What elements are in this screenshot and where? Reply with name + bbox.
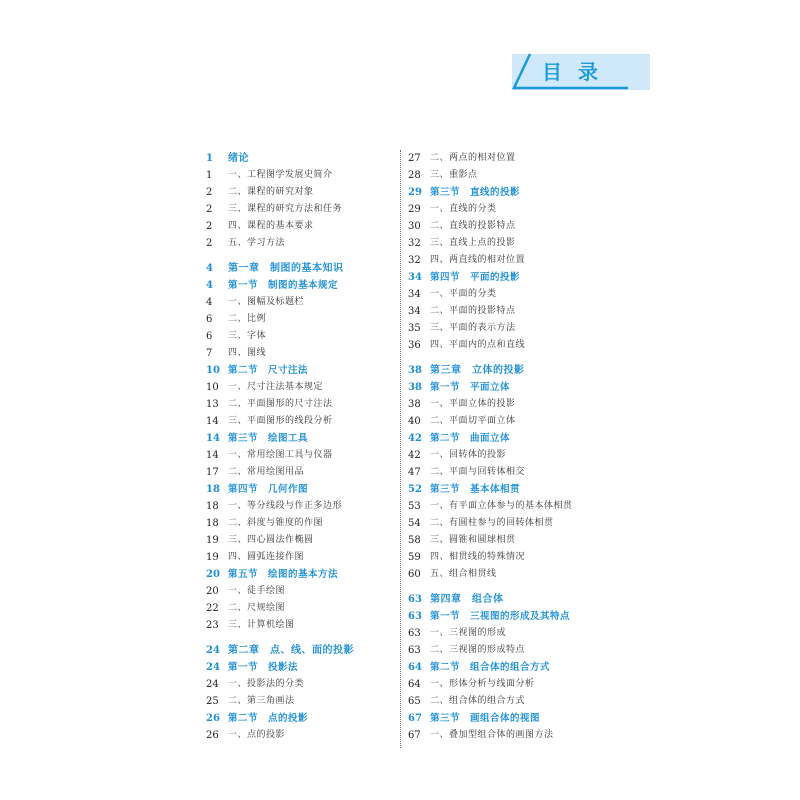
- toc-entry-title: 第二节 点的投影: [228, 713, 309, 724]
- toc-entry-title: 一、直线的分类: [430, 204, 497, 214]
- toc-entry-title: 一、点的投影: [228, 730, 286, 740]
- toc-entry-title: 一、平面立体的投影: [430, 399, 516, 409]
- toc-entry-item[interactable]: [206, 218, 396, 235]
- toc-page-number: 18: [206, 518, 219, 529]
- toc-entry-title: 一、形体分析与线面分析: [430, 679, 535, 689]
- toc-entry-section[interactable]: [206, 566, 396, 583]
- toc-entry-item[interactable]: [206, 464, 396, 481]
- toc-page-number: 27: [408, 153, 421, 164]
- toc-entry-item[interactable]: [408, 625, 608, 642]
- toc-entry-title: 五、学习方法: [228, 238, 286, 248]
- toc-entry-item[interactable]: [408, 286, 608, 303]
- toc-entry-title: 第二节 组合体的组合方式: [430, 662, 551, 673]
- toc-entry-section[interactable]: [408, 379, 608, 396]
- page-title: 目录: [542, 60, 614, 84]
- toc-entry-title: 三、直线上点的投影: [430, 238, 516, 248]
- toc-entry-title: 一、叠加型组合体的画图方法: [430, 730, 554, 740]
- toc-entry-item[interactable]: [206, 201, 396, 218]
- toc-page-number: 2: [206, 221, 213, 232]
- toc-entry-item[interactable]: [206, 294, 396, 311]
- toc-page-number: 26: [206, 713, 220, 724]
- toc-entry-section[interactable]: [206, 710, 396, 727]
- toc-entry-section[interactable]: [206, 362, 396, 379]
- toc-entry-title: 三、课程的研究方法和任务: [228, 204, 343, 214]
- toc-entry-title: 一、尺寸注法基本规定: [228, 382, 324, 392]
- toc-page-number: 38: [408, 382, 422, 393]
- toc-entry-item[interactable]: [206, 532, 396, 549]
- toc-page-number: 65: [408, 696, 421, 707]
- toc-entry-item[interactable]: [408, 235, 608, 252]
- toc-entry-title: 二、有圆柱参与的回转体相贯: [430, 518, 554, 528]
- toc-entry-title: 二、组合体的组合方式: [430, 696, 526, 706]
- toc-entry-item[interactable]: [206, 617, 396, 634]
- toc-entry-title: 三、平面的表示方法: [430, 323, 516, 333]
- toc-page-number: 34: [408, 289, 421, 300]
- toc-page-number: 17: [206, 467, 219, 478]
- toc-entry-item[interactable]: [408, 413, 608, 430]
- toc-entry-section[interactable]: [408, 710, 608, 727]
- toc-entry-title: 一、三视图的形成: [430, 628, 507, 638]
- toc-entry-title: 一、徒手绘图: [228, 586, 286, 596]
- toc-entry-item[interactable]: [408, 676, 608, 693]
- toc-entry-title: 二、斜度与锥度的作图: [228, 518, 324, 528]
- toc-page-number: 2: [206, 204, 213, 215]
- toc-entry-title: 四、图线: [228, 348, 267, 358]
- toc-page-number: 35: [408, 323, 421, 334]
- toc-page-number: 14: [206, 416, 219, 427]
- toc-page-number: 10: [206, 382, 219, 393]
- toc-page-number: 25: [206, 696, 219, 707]
- toc-entry-title: 二、平面的投影特点: [430, 306, 516, 316]
- toc-entry-chapter[interactable]: [408, 362, 608, 379]
- toc-page-number: 47: [408, 467, 421, 478]
- toc-page-number: 36: [408, 340, 421, 351]
- toc-entry-item[interactable]: [206, 498, 396, 515]
- toc-page-number: 63: [408, 645, 421, 656]
- toc-page-number: 14: [206, 433, 220, 444]
- toc-entry-title: 五、组合相贯线: [430, 569, 497, 579]
- toc-page-number: 59: [408, 552, 421, 563]
- toc-entry-title: 第二节 曲面立体: [430, 433, 511, 444]
- toc-page-number: 7: [206, 348, 213, 359]
- toc-gap: [206, 634, 396, 642]
- toc-entry-title: 一、图幅及标题栏: [228, 297, 305, 307]
- toc-entry-title: 一、回转体的投影: [430, 450, 507, 460]
- toc-entry-item[interactable]: [408, 303, 608, 320]
- toc-entry-item[interactable]: [408, 549, 608, 566]
- toc-page-number: 67: [408, 713, 422, 724]
- toc-entry-title: 第三节 基本体相贯: [430, 484, 521, 495]
- toc-page-number: 63: [408, 594, 422, 605]
- toc-entry-item[interactable]: [206, 167, 396, 184]
- toc-entry-item[interactable]: [408, 498, 608, 515]
- toc-entry-title: 第四节 平面的投影: [430, 272, 521, 283]
- toc-entry-title: 二、比例: [228, 314, 267, 324]
- toc-entry-item[interactable]: [408, 320, 608, 337]
- toc-entry-section[interactable]: [408, 608, 608, 625]
- toc-page-number: 20: [206, 569, 220, 580]
- toc-entry-title: 二、平面切平面立体: [430, 416, 516, 426]
- toc-entry-item[interactable]: [206, 235, 396, 252]
- toc-entry-title: 第一节 三视图的形成及其特点: [430, 611, 571, 622]
- toc-page-number: 13: [206, 399, 219, 410]
- toc-entry-item[interactable]: [206, 413, 396, 430]
- toc-entry-title: 四、平面内的点和直线: [430, 340, 526, 350]
- toc-entry-title: 第一节 平面立体: [430, 382, 511, 393]
- toc-entry-chapter[interactable]: [206, 642, 396, 659]
- toc-page-number: 54: [408, 518, 421, 529]
- toc-entry-item[interactable]: [206, 676, 396, 693]
- toc-entry-title: 四、相贯线的特殊情况: [430, 552, 526, 562]
- toc-page-number: 19: [206, 552, 219, 563]
- toc-entry-title: 第三节 绘图工具: [228, 433, 309, 444]
- toc-page-number: 24: [206, 662, 220, 673]
- toc-entry-item[interactable]: [408, 252, 608, 269]
- toc-entry-section[interactable]: [408, 184, 608, 201]
- toc-entry-item[interactable]: [206, 600, 396, 617]
- toc-entry-title: 第四章 组合体: [430, 594, 504, 605]
- toc-page-number: 4: [206, 280, 213, 291]
- toc-entry-title: 第二节 尺寸注法: [228, 365, 309, 376]
- toc-page-number: 20: [206, 586, 219, 597]
- toc-page-number: 52: [408, 484, 422, 495]
- toc-entry-section[interactable]: [408, 269, 608, 286]
- toc-entry-item[interactable]: [206, 379, 396, 396]
- toc-page-number: 28: [408, 170, 421, 181]
- toc-entry-item[interactable]: [206, 311, 396, 328]
- toc-entry-item[interactable]: [206, 345, 396, 362]
- toc-entry-item[interactable]: [408, 396, 608, 413]
- toc-page-number: 6: [206, 331, 213, 342]
- toc-page-number: 26: [206, 730, 219, 741]
- toc-entry-title: 第四节 几何作图: [228, 484, 309, 495]
- toc-entry-title: 二、三视图的形成特点: [430, 645, 526, 655]
- toc-gap: [408, 354, 608, 362]
- toc-page-number: 2: [206, 187, 213, 198]
- toc-entry-item[interactable]: [408, 447, 608, 464]
- toc-entry-title: 三、圆锥和圆球相贯: [430, 535, 516, 545]
- toc-entry-chapter[interactable]: [206, 150, 396, 167]
- toc-page-number: 19: [206, 535, 219, 546]
- toc-entry-chapter[interactable]: [206, 260, 396, 277]
- toc-page-number: 34: [408, 306, 421, 317]
- toc-page-number: 64: [408, 679, 421, 690]
- toc-entry-item[interactable]: [206, 693, 396, 710]
- toc-entry-title: 四、两直线的相对位置: [430, 255, 526, 265]
- toc-entry-title: 第一节 投影法: [228, 662, 299, 673]
- toc-entry-item[interactable]: [408, 693, 608, 710]
- toc-entry-title: 二、两点的相对位置: [430, 153, 516, 163]
- toc-page-number: 29: [408, 187, 422, 198]
- toc-entry-title: 三、重影点: [430, 170, 478, 180]
- toc-entry-title: 一、等分线段与作正多边形: [228, 501, 343, 511]
- toc-page-number: 6: [206, 314, 213, 325]
- toc-left-column: [206, 150, 396, 744]
- column-divider: [400, 150, 401, 748]
- toc-entry-title: 第三节 画组合体的视图: [430, 713, 541, 724]
- toc-page-number: 60: [408, 569, 421, 580]
- toc-page-number: 1: [206, 153, 213, 164]
- toc-entry-title: 四、圆弧连接作图: [228, 552, 305, 562]
- toc-entry-item[interactable]: [206, 447, 396, 464]
- toc-entry-title: 第二章 点、线、面的投影: [228, 645, 354, 656]
- toc-page-number: 38: [408, 399, 421, 410]
- toc-page-number: 30: [408, 221, 421, 232]
- toc-entry-chapter[interactable]: [408, 591, 608, 608]
- toc-page-number: 63: [408, 628, 421, 639]
- toc-entry-title: 第一节 制图的基本规定: [228, 280, 339, 291]
- toc-entry-item[interactable]: [408, 167, 608, 184]
- toc-entry-item[interactable]: [408, 532, 608, 549]
- toc-page-number: 23: [206, 620, 219, 631]
- toc-gap: [206, 252, 396, 260]
- toc-entry-title: 二、直线的投影特点: [430, 221, 516, 231]
- toc-entry-item[interactable]: [408, 337, 608, 354]
- toc-entry-section[interactable]: [408, 659, 608, 676]
- toc-page-number: 29: [408, 204, 421, 215]
- toc-entry-title: 第三章 立体的投影: [430, 365, 525, 376]
- toc-page-number: 53: [408, 501, 421, 512]
- toc-entry-item[interactable]: [206, 549, 396, 566]
- header: [0, 0, 800, 100]
- toc-entry-item[interactable]: [408, 464, 608, 481]
- toc-page-number: 64: [408, 662, 422, 673]
- toc-entry-title: 第五节 绘图的基本方法: [228, 569, 339, 580]
- toc-page-number: 4: [206, 263, 213, 274]
- toc-entry-item[interactable]: [206, 328, 396, 345]
- toc-entry-title: 一、工程图学发展史简介: [228, 170, 333, 180]
- toc-entry-item[interactable]: [408, 566, 608, 583]
- toc-entry-section[interactable]: [408, 430, 608, 447]
- toc-entry-title: 二、平面与回转体相交: [430, 467, 526, 477]
- toc-entry-item[interactable]: [408, 727, 608, 744]
- toc-page-number: 4: [206, 297, 213, 308]
- toc-page-number: 40: [408, 416, 421, 427]
- toc-entry-title: 三、计算机绘图: [228, 620, 295, 630]
- toc-entry-title: 二、尺规绘图: [228, 603, 286, 613]
- toc-page-number: 24: [206, 679, 219, 690]
- toc-entry-item[interactable]: [206, 727, 396, 744]
- toc-entry-title: 四、课程的基本要求: [228, 221, 314, 231]
- toc-entry-title: 三、字体: [228, 331, 267, 341]
- toc-entry-item[interactable]: [206, 515, 396, 532]
- toc-entry-item[interactable]: [408, 515, 608, 532]
- toc-page-number: 18: [206, 501, 219, 512]
- toc-page-number: 63: [408, 611, 422, 622]
- toc-entry-title: 二、平面图形的尺寸注法: [228, 399, 333, 409]
- toc-entry-section[interactable]: [206, 659, 396, 676]
- toc-entry-title: 一、有平面立体参与的基本体相贯: [430, 501, 573, 511]
- toc-page-number: 1: [206, 170, 213, 181]
- toc-page-number: 32: [408, 238, 421, 249]
- toc-page-number: 18: [206, 484, 220, 495]
- toc-entry-title: 三、平面图形的线段分析: [228, 416, 333, 426]
- toc-page-number: 10: [206, 365, 220, 376]
- toc-gap: [408, 583, 608, 591]
- toc-entry-title: 二、课程的研究对象: [228, 187, 314, 197]
- toc-entry-item[interactable]: [408, 642, 608, 659]
- toc-entry-section[interactable]: [206, 481, 396, 498]
- toc-entry-title: 三、四心圆法作椭圆: [228, 535, 314, 545]
- toc-entry-title: 一、常用绘图工具与仪器: [228, 450, 333, 460]
- toc-entry-title: 一、投影法的分类: [228, 679, 305, 689]
- toc-entry-item[interactable]: [408, 150, 608, 167]
- toc-page-number: 2: [206, 238, 213, 249]
- toc-page-number: 67: [408, 730, 421, 741]
- toc-entry-section[interactable]: [206, 430, 396, 447]
- toc-page-number: 38: [408, 365, 422, 376]
- toc-entry-title: 二、第三角画法: [228, 696, 295, 706]
- toc-entry-item[interactable]: [408, 201, 608, 218]
- toc-page-number: 42: [408, 433, 422, 444]
- toc-entry-title: 绪论: [228, 153, 249, 164]
- toc-entry-section[interactable]: [206, 277, 396, 294]
- toc-page-number: 24: [206, 645, 220, 656]
- toc-entry-item[interactable]: [206, 583, 396, 600]
- toc-entry-title: 二、常用绘图用品: [228, 467, 305, 477]
- toc-page-number: 22: [206, 603, 219, 614]
- toc-page-number: 32: [408, 255, 421, 266]
- toc-entry-item[interactable]: [408, 218, 608, 235]
- toc-page-number: 42: [408, 450, 421, 461]
- toc-entry-section[interactable]: [408, 481, 608, 498]
- toc-entry-title: 一、平面的分类: [430, 289, 497, 299]
- toc-entry-title: 第三节 直线的投影: [430, 187, 521, 198]
- toc-page-number: 34: [408, 272, 422, 283]
- toc-entry-item[interactable]: [206, 396, 396, 413]
- toc-right-column: [408, 150, 608, 744]
- toc-entry-title: 第一章 制图的基本知识: [228, 263, 344, 274]
- toc-page-number: 58: [408, 535, 421, 546]
- toc-page-number: 14: [206, 450, 219, 461]
- toc-entry-item[interactable]: [206, 184, 396, 201]
